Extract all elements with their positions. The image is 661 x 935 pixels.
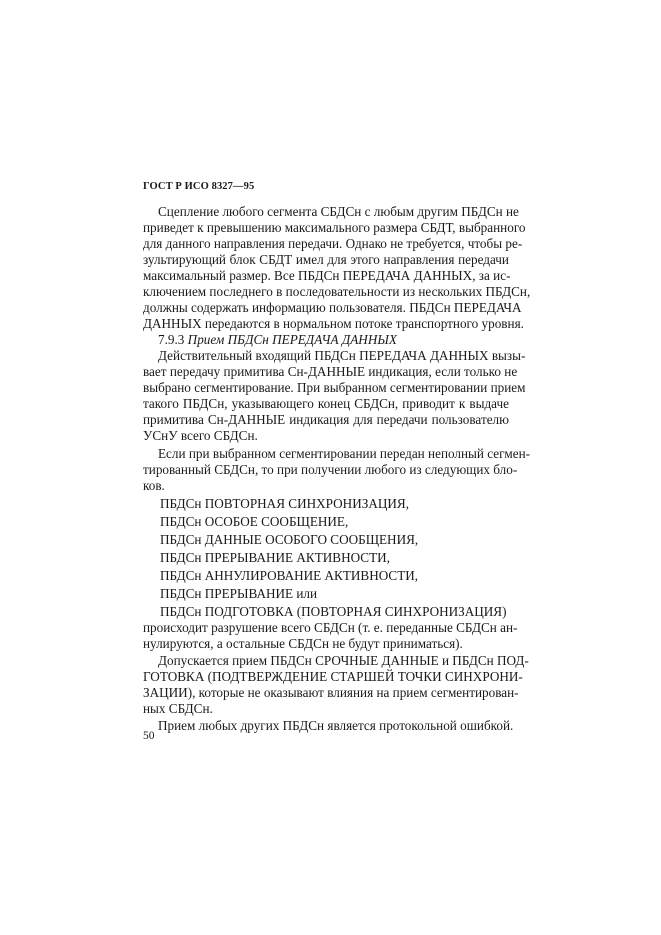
list-item: ПБДСн ОСОБОЕ СООБЩЕНИЕ, <box>160 514 349 529</box>
text-line: выбрано сегментирование. При выбранном сегментировании прием <box>143 380 526 395</box>
text-line: Прием любых других ПБДСн является протокольной ошибкой. <box>158 718 514 733</box>
list-item: ПБДСн ПОВТОРНАЯ СИНХРОНИЗАЦИЯ, <box>160 496 409 511</box>
text-line: происходит разрушение всего СБДСн (т. е. переданные СБДСн ан- <box>143 620 518 635</box>
page-number: 50 <box>143 730 155 742</box>
text-line: ков. <box>143 478 165 493</box>
text-line: УСнУ всего СБДСн. <box>143 428 258 443</box>
text-line: Сцепление любого сегмента СБДСн с любым другим ПБДСн не <box>158 204 519 219</box>
text-line: ключением последнего в последовательности из нескольких ПБДСн, <box>143 284 531 299</box>
list-item: ПБДСн ПОДГОТОВКА (ПОВТОРНАЯ СИНХРОНИЗАЦИЯ) <box>160 604 507 619</box>
text-line: ДАННЫХ передаются в нормальном потоке транспортного уровня. <box>143 316 524 331</box>
text-line: Действительный входящий ПБДСн ПЕРЕДАЧА ДАННЫХ вызы- <box>158 348 526 363</box>
text-line: для данного направления передачи. Однако не требуется, чтобы ре- <box>143 236 523 251</box>
text-line: максимальный размер. Все ПБДСн ПЕРЕДАЧА ДАННЫХ, за ис- <box>143 268 511 283</box>
text-line: вает передачу примитива Сн-ДАННЫЕ индикация, если только не <box>143 364 518 379</box>
text-line: нулируются, а остальные СБДСн не будут приниматься). <box>143 636 463 651</box>
text-line: зультирующий блок СБДТ имел для этого направления передачи <box>143 252 509 267</box>
text-line: примитива Сн-ДАННЫЕ индикация для передачи пользователю <box>143 412 509 427</box>
section-number: 7.9.3 <box>158 332 185 347</box>
text-line: ных СБДСн. <box>143 701 213 716</box>
text-line: ЗАЦИИ), которые не оказывают влияния на прием сегментирован- <box>143 685 519 700</box>
list-item: ПБДСн ПРЕРЫВАНИЕ или <box>160 586 318 601</box>
text-line: Допускается прием ПБДСн СРОЧНЫЕ ДАННЫЕ и ПБДСн ПОД- <box>158 653 529 668</box>
text-line: Если при выбранном сегментировании передан неполный сегмен- <box>158 446 531 461</box>
text-line: должны содержать информацию пользователя. ПБДСн ПЕРЕДАЧА <box>143 300 522 315</box>
text-line: тированный СБДСн, то при получении любого из следующих бло- <box>143 462 518 477</box>
list-item: ПБДСн ДАННЫЕ ОСОБОГО СООБЩЕНИЯ, <box>160 532 419 547</box>
list-item: ПБДСн ПРЕРЫВАНИЕ АКТИВНОСТИ, <box>160 550 390 565</box>
section-heading <box>158 332 397 348</box>
text-line: такого ПБДСн, указывающего конец СБДСн, приводит к выдаче <box>143 396 509 411</box>
section-title: Прием ПБДСн ПЕРЕДАЧА ДАННЫХ <box>187 332 397 347</box>
text-line: ГОТОВКА (ПОДТВЕРЖДЕНИЕ СТАРШЕЙ ТОЧКИ СИНХРОНИ- <box>143 669 523 684</box>
text-line: приведет к превышению максимального размера СБДТ, выбранного <box>143 220 526 235</box>
document-header: ГОСТ Р ИСО 8327—95 <box>143 181 255 192</box>
list-item: ПБДСн АННУЛИРОВАНИЕ АКТИВНОСТИ, <box>160 568 419 583</box>
